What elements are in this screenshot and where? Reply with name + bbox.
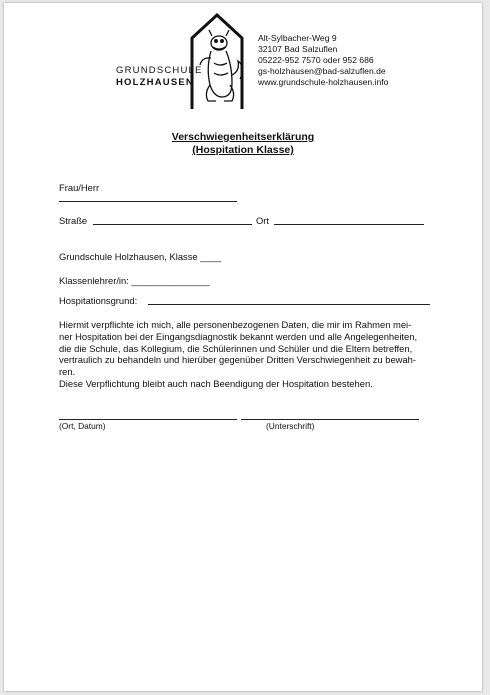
document-subtitle: (Hospitation Klasse) — [192, 144, 294, 156]
place-date-label: (Ort, Datum) — [59, 421, 106, 431]
street-field[interactable] — [93, 224, 252, 225]
document-title: Verschwiegenheitserklärung — [171, 131, 315, 143]
paragraph-line: die die Schule, das Kollegium, die Schülerinnen und Schüler und die Eltern betreffen, — [59, 342, 413, 354]
class-field[interactable]: Grundschule Holzhausen, Klasse ____ — [59, 251, 222, 262]
address-city: 32107 Bad Salzuflen — [258, 44, 338, 54]
paragraph-line: Hiermit verpflichte ich mich, alle personenbezogenen Daten, die mir im Rahmen mei- — [59, 319, 412, 330]
signature-field[interactable] — [241, 419, 419, 420]
school-logo — [114, 13, 254, 109]
paragraph-line: vertraulich zu behandeln und hierüber gegenüber Dritten Verschwiegenheit zu bewah- — [59, 354, 416, 366]
document-page — [4, 3, 482, 691]
paragraph-line: ren. — [59, 366, 76, 378]
address-phone: 05222-952 7570 oder 952 686 — [258, 55, 374, 65]
city-field[interactable] — [274, 224, 424, 225]
reason-label: Hospitationsgrund: — [59, 295, 138, 306]
place-date-field[interactable] — [59, 419, 237, 420]
signature-label: (Unterschrift) — [266, 421, 315, 431]
name-label: Frau/Herr — [59, 182, 100, 193]
address-email: gs-holzhausen@bad-salzuflen.de — [258, 66, 386, 76]
paragraph-line: Diese Verpflichtung bleibt auch nach Beendigung der Hospitation bestehen. — [59, 377, 373, 389]
address-website: www.grundschule-holzhausen.info — [258, 77, 389, 87]
declaration-paragraph — [59, 319, 445, 390]
name-field[interactable] — [59, 201, 237, 202]
reason-field[interactable] — [148, 304, 430, 305]
teacher-field[interactable]: Klassenlehrer/in: _______________ — [59, 275, 210, 286]
school-house-dragon-icon — [114, 13, 254, 109]
city-label: Ort — [256, 215, 270, 226]
address-street: Alt-Sylbacher-Weg 9 — [258, 33, 337, 43]
school-address — [258, 33, 388, 88]
school-name-line2: HOLZHAUSEN — [116, 77, 194, 88]
street-label: Straße — [59, 215, 88, 226]
school-name-line1: GRUNDSCHULE — [116, 65, 203, 76]
paragraph-line: ner Hospitation bei der Eingangsdiagnostik bekannt werden und alle Angelegenheiten, — [59, 330, 418, 342]
